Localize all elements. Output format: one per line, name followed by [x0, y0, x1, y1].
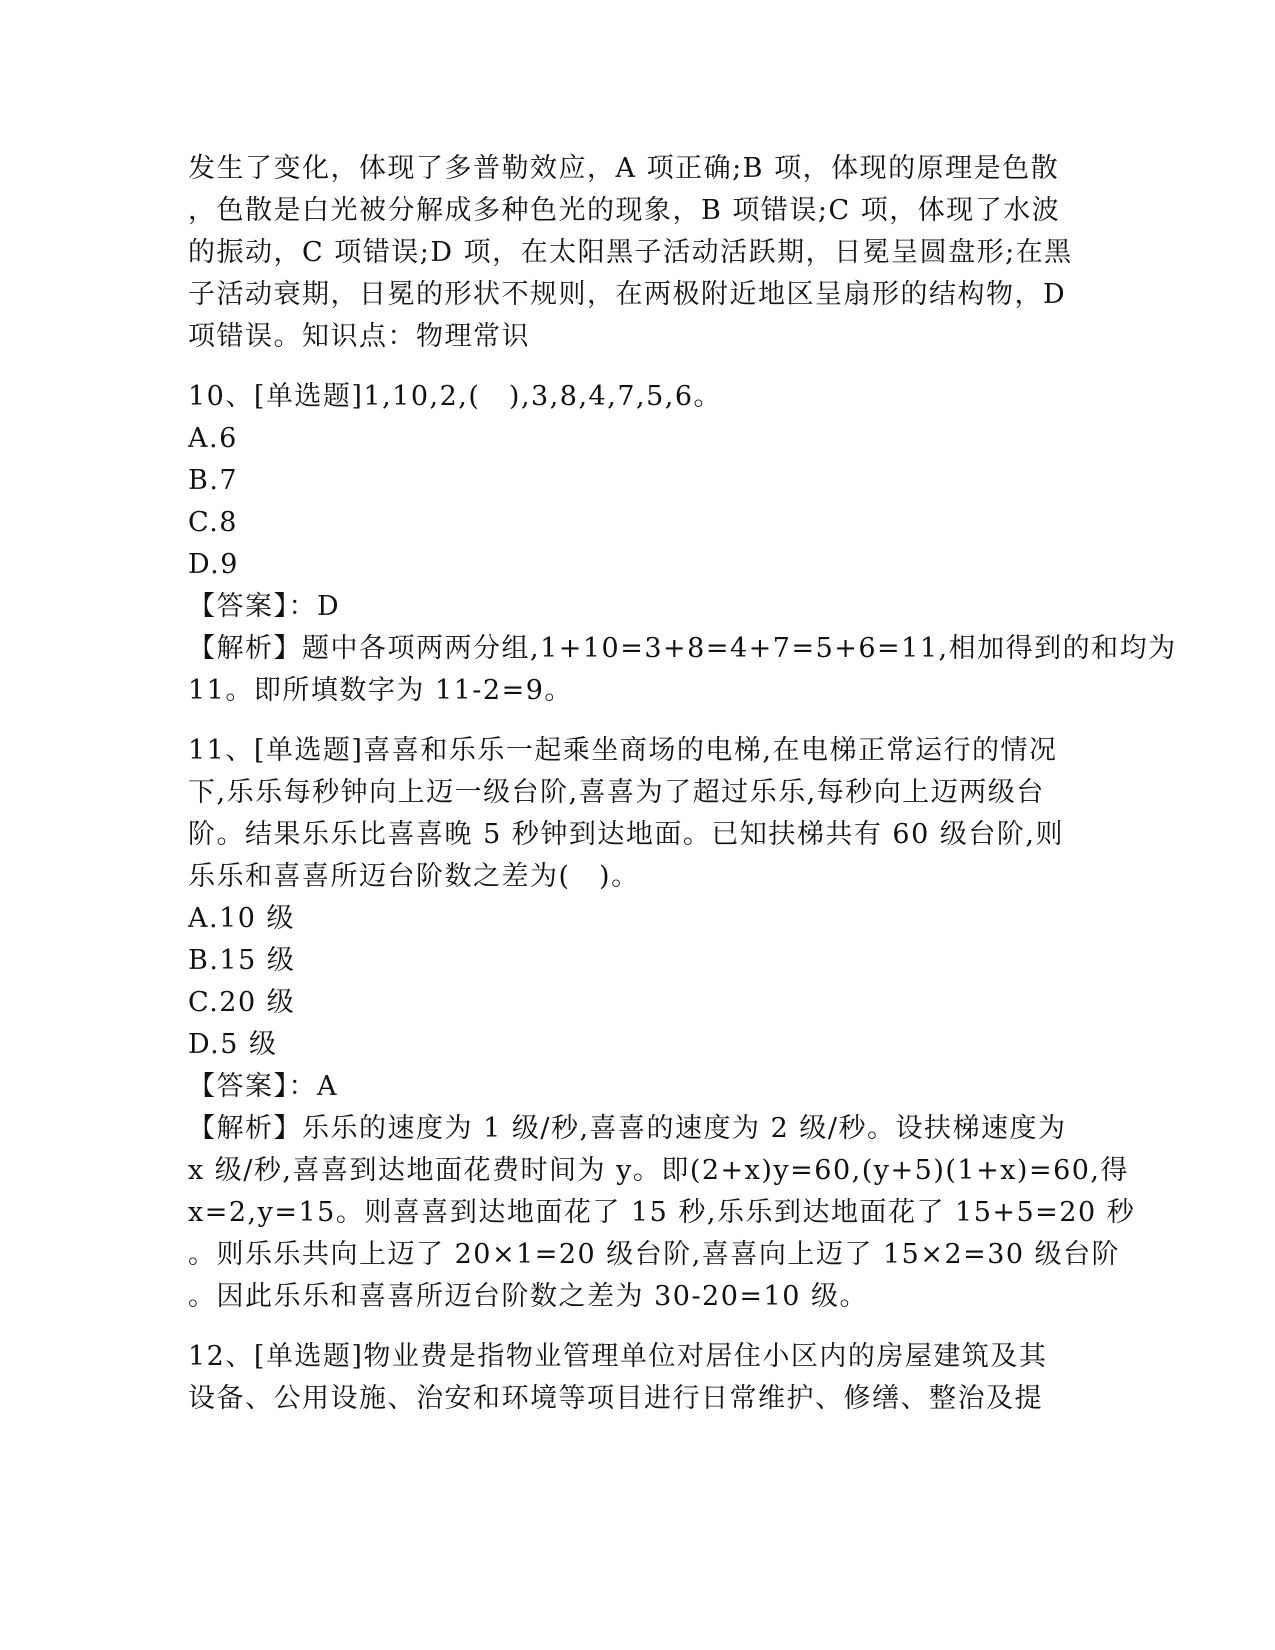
text-line: ，色散是白光被分解成多种色光的现象，B 项错误;C 项，体现了水波: [188, 195, 1061, 226]
option-b: B.15 级: [188, 945, 296, 976]
option-a: A.6: [188, 423, 238, 454]
option-a: A.10 级: [188, 903, 296, 934]
option-c: C.20 级: [188, 987, 296, 1018]
paragraph-gap: [188, 358, 1088, 376]
question-stem: 乐乐和喜喜所迈台阶数之差为( )。: [188, 861, 640, 892]
question-12: [188, 1336, 1088, 1420]
analysis-line: x 级/秒,喜喜到达地面花费时间为 y。即(2+x)y=60,(y+5)(1+x)=60,得: [188, 1155, 1130, 1186]
option-b: B.7: [188, 465, 239, 496]
text-line: 发生了变化，体现了多普勒效应，A 项正确;B 项，体现的原理是色散: [188, 153, 1060, 184]
question-stem: 12、[单选题]物业费是指物业管理单位对居住小区内的房屋建筑及其: [188, 1341, 1048, 1372]
analysis-line: 。因此乐乐和喜喜所迈台阶数之差为 30-20=10 级。: [188, 1281, 868, 1312]
option-c: C.8: [188, 507, 238, 538]
option-d: D.5 级: [188, 1029, 278, 1060]
analysis-line: 【解析】题中各项两两分组,1+10=3+8=4+7=5+6=11,相加得到的和均为: [188, 633, 1177, 664]
question-stem: 设备、公用设施、治安和环境等项目进行日常维护、修缮、整治及提: [188, 1383, 1043, 1414]
option-d: D.9: [188, 549, 239, 580]
question-11: [188, 730, 1136, 1318]
previous-analysis-continued: [188, 148, 1088, 358]
document-page: [188, 148, 1177, 1420]
text-line: 的振动，C 项错误;D 项，在太阳黑子活动活跃期，日冕呈圆盘形;在黑: [188, 237, 1073, 268]
paragraph-gap: [188, 712, 1088, 730]
analysis-line: 11。即所填数字为 11-2=9。: [188, 675, 573, 706]
answer-line: 【答案】：D: [188, 591, 341, 622]
question-10: [188, 376, 1177, 712]
question-stem: 11、[单选题]喜喜和乐乐一起乘坐商场的电梯,在电梯正常运行的情况: [188, 735, 1058, 766]
analysis-line: x=2,y=15。则喜喜到达地面花了 15 秒,乐乐到达地面花了 15+5=20 秒: [188, 1197, 1136, 1228]
answer-line: 【答案】：A: [188, 1071, 338, 1102]
text-line: 子活动衰期，日冕的形状不规则，在两极附近地区呈扇形的结构物，D: [188, 279, 1067, 310]
question-stem: 10、[单选题]1,10,2,( ),3,8,4,7,5,6。: [188, 381, 723, 412]
question-stem: 阶。结果乐乐比喜喜晚 5 秒钟到达地面。已知扶梯共有 60 级台阶,则: [188, 819, 1064, 850]
analysis-line: 。则乐乐共向上迈了 20×1=20 级台阶,喜喜向上迈了 15×2=30 级台阶: [188, 1239, 1121, 1270]
analysis-line: 【解析】乐乐的速度为 1 级/秒,喜喜的速度为 2 级/秒。设扶梯速度为: [188, 1113, 1067, 1144]
question-stem: 下,乐乐每秒钟向上迈一级台阶,喜喜为了超过乐乐,每秒向上迈两级台: [188, 777, 1045, 808]
paragraph-gap: [188, 1318, 1088, 1336]
text-line: 项错误。知识点：物理常识: [188, 321, 530, 352]
